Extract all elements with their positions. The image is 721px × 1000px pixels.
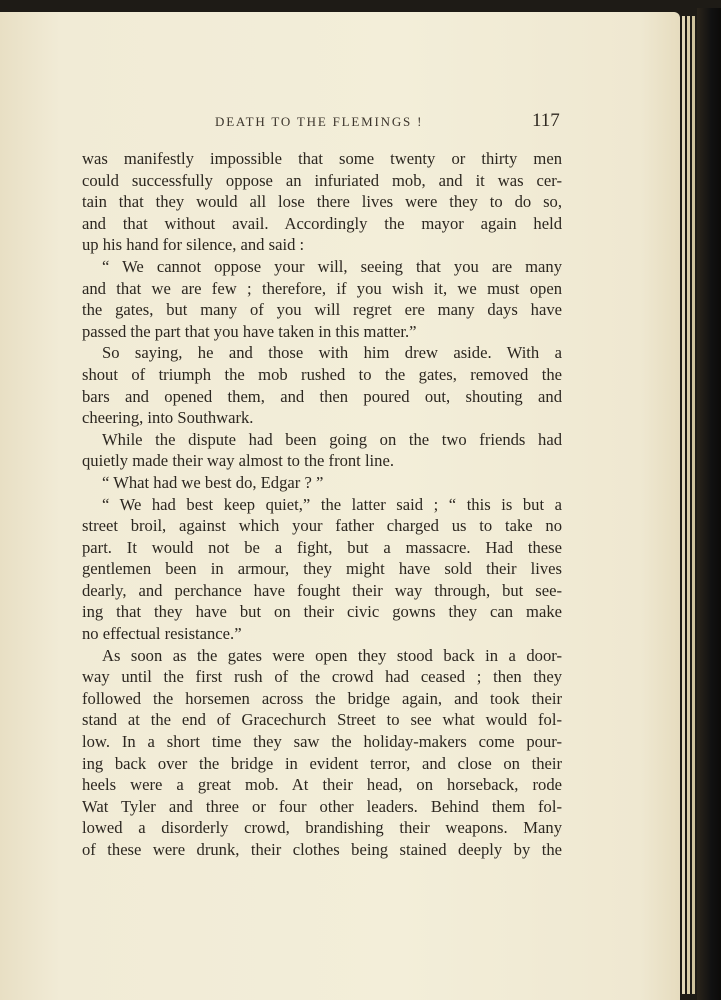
- text-line: gentlemen been in armour, they might have sold their lives: [82, 559, 562, 579]
- chapter-title: DEATH TO THE FLEMINGS !: [215, 114, 424, 129]
- text-line: “ We had best keep quiet,” the latter said ; “ this is but a: [102, 494, 562, 514]
- text-line: of these were drunk, their clothes being stained deeply by the: [82, 840, 562, 859]
- text-line: “ What had we best do, Edgar ? ”: [102, 472, 324, 492]
- text-line: lowed a disorderly crowd, brandishing their weapons. Many: [82, 818, 562, 838]
- text-line: and that we are few ; therefore, if you wish it, we must open: [82, 278, 562, 298]
- text-line: dearly, and perchance have fought their way through, but see-: [82, 580, 562, 600]
- text-line: low. In a short time they saw the holiday-makers come pour-: [82, 732, 562, 752]
- text-line: and that without avail. Accordingly the mayor again held: [82, 213, 562, 233]
- text-line: quietly made their way almost to the front line.: [82, 451, 394, 471]
- page-number: 117: [532, 110, 560, 131]
- text-line: could successfully oppose an infuriated mob, and it was cer-: [82, 170, 562, 190]
- page-edge: [687, 16, 690, 994]
- text-line: heels were a great mob. At their head, on horseback, rode: [82, 775, 562, 795]
- text-line: ing that they have but on their civic gowns they can make: [82, 602, 562, 622]
- text-line: As soon as the gates were open they stood back in a door-: [102, 645, 562, 665]
- page-edge: [692, 16, 695, 994]
- text-line: cheering, into Southwark.: [82, 408, 254, 428]
- text-line: Wat Tyler and three or four other leaders. Behind them fol-: [82, 796, 562, 816]
- text-line: passed the part that you have taken in this matter.”: [82, 321, 417, 341]
- text-line: So saying, he and those with him drew aside. With a: [102, 343, 562, 363]
- text-line: was manifestly impossible that some twenty or thirty men: [82, 149, 562, 168]
- page-edge: [682, 16, 685, 994]
- text-line: “ We cannot oppose your will, seeing that you are many: [102, 256, 562, 276]
- text-line: up his hand for silence, and said :: [82, 235, 305, 255]
- text-line: bars and opened them, and then poured out, shouting and: [82, 386, 562, 406]
- text-line: followed the horsemen across the bridge again, and took their: [82, 688, 562, 708]
- text-line: ing back over the bridge in evident terror, and close on their: [82, 753, 562, 773]
- running-head: [0, 110, 680, 134]
- book-spine: [697, 8, 721, 1000]
- text-line: stand at the end of Gracechurch Street to see what would fol-: [82, 710, 562, 730]
- text-line: tain that they would all lose there lives were they to do so,: [82, 192, 562, 212]
- book-page: [0, 12, 680, 1000]
- text-line: shout of triumph the mob rushed to the gates, removed the: [82, 364, 562, 384]
- text-line: While the dispute had been going on the two friends had: [102, 429, 562, 449]
- text-line: way until the first rush of the crowd had ceased ; then they: [82, 667, 562, 687]
- text-line: no effectual resistance.”: [82, 624, 242, 644]
- text-line: part. It would not be a fight, but a massacre. Had these: [82, 537, 562, 557]
- text-line: street broil, against which your father charged us to take no: [82, 516, 562, 536]
- body-text: [82, 148, 562, 861]
- text-line: the gates, but many of you will regret ere many days have: [82, 300, 562, 320]
